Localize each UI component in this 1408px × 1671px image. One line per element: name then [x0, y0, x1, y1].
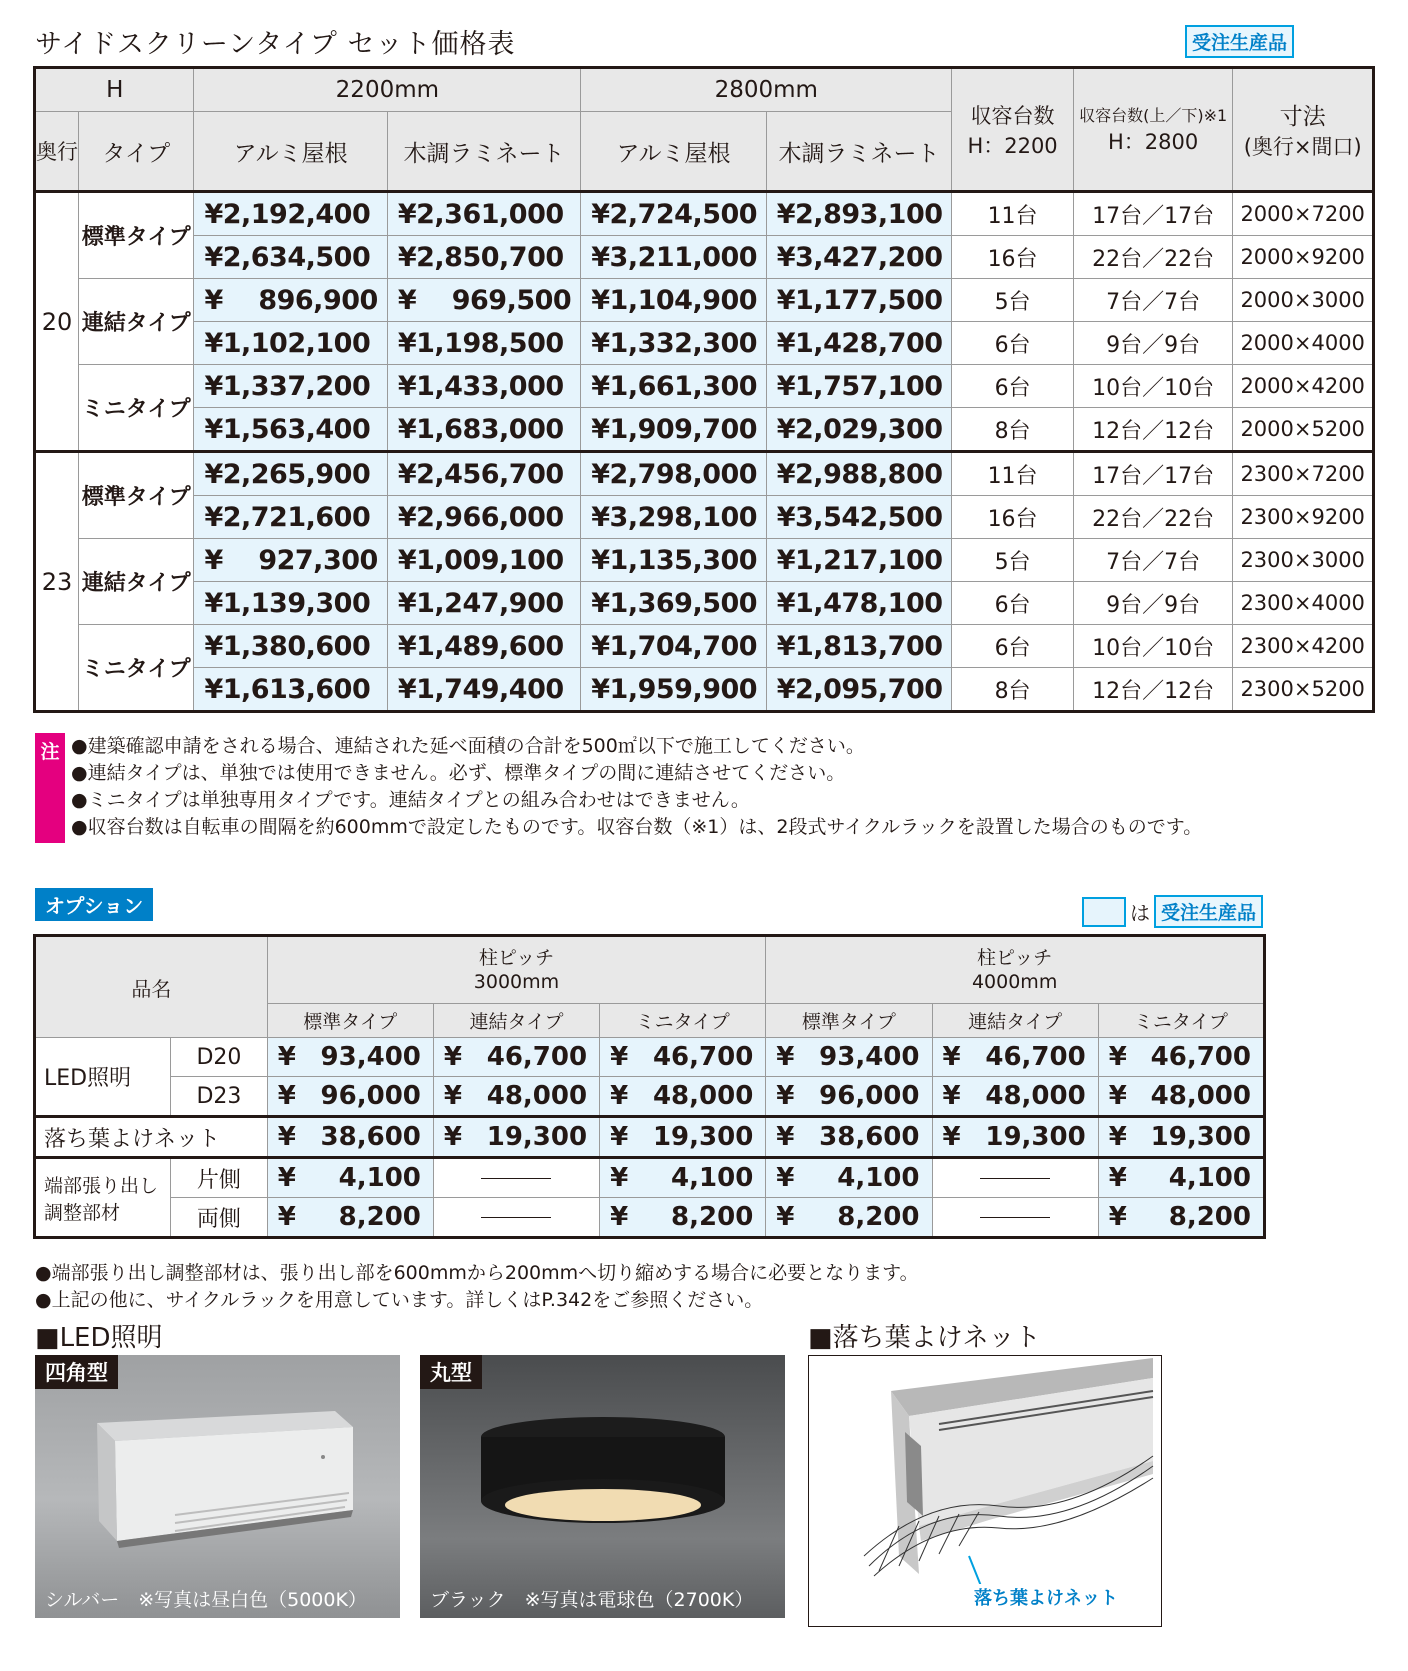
option-price-value: 93,400 [819, 1042, 920, 1072]
price-row [35, 408, 1374, 452]
option-price-value: 48,000 [486, 1081, 588, 1111]
option-price-cell [1098, 1158, 1264, 1198]
option-price-value: 19,300 [652, 1122, 754, 1152]
option-price-cell [932, 1158, 1098, 1198]
not-available-dash [481, 1217, 551, 1218]
capacity-2800-cell: 7台／7台 [1073, 539, 1232, 582]
option-price-value: 4,100 [1168, 1163, 1251, 1193]
capacity-2800-cell: 17台／17台 [1073, 452, 1232, 496]
options-note-line: ●上記の他に、サイクルラックを用意しています。詳しくはP.342をご参照ください。 [35, 1289, 764, 1311]
alu-roof-2200-header: アルミ屋根 [194, 112, 387, 192]
capacity-2200-cell: 5台 [952, 279, 1074, 322]
price-cell: ¥2,798,000 [581, 452, 766, 496]
yen-sign: ¥ [942, 1042, 961, 1072]
type-cell: 標準タイプ [79, 192, 194, 279]
dimension-cell: 2300×7200 [1233, 452, 1374, 496]
dimension-cell: 2300×9200 [1233, 496, 1374, 539]
price-cell: ¥2,850,700 [387, 236, 580, 279]
capacity-2800-header-line2: H：2800 [1108, 130, 1199, 154]
yen-sign: ¥ [443, 1042, 462, 1072]
option-type-header: ミニタイプ [600, 1004, 766, 1038]
option-price-cell [600, 1038, 766, 1077]
capacity-2800-header-line1: 収容台数(上／下)※1 [1079, 106, 1228, 125]
options-label: オプション [35, 888, 153, 921]
option-price-cell [1098, 1077, 1264, 1117]
options-notes [35, 1260, 919, 1314]
price-cell: ¥1,704,700 [581, 625, 766, 668]
dimension-cell: 2000×9200 [1233, 236, 1374, 279]
capacity-2200-header: 収容台数 H：2200 [952, 68, 1074, 192]
option-price-value: 38,600 [819, 1122, 920, 1152]
yen-sign: ¥ [610, 1081, 629, 1111]
dimension-cell: 2300×4000 [1233, 582, 1374, 625]
yen-sign: ¥ [776, 1163, 795, 1193]
option-price-cell [433, 1038, 599, 1077]
price-cell: ¥2,966,000 [387, 496, 580, 539]
price-cell: ¥2,893,100 [766, 192, 951, 236]
option-price-value: 46,700 [652, 1042, 754, 1072]
option-price-value: 19,300 [1150, 1122, 1251, 1152]
option-price-value: 48,000 [985, 1081, 1086, 1111]
price-row [35, 192, 1374, 236]
yen-sign: ¥ [610, 1202, 629, 1232]
price-row [35, 452, 1374, 496]
net-section-heading: ■落ち葉よけネット [808, 1323, 1041, 1353]
option-price-value: 8,200 [671, 1202, 754, 1232]
price-cell: ¥1,009,100 [387, 539, 580, 582]
round-type-tag: 丸型 [420, 1355, 482, 1389]
option-row [35, 1038, 1265, 1077]
note-line: ●収容台数は自転車の間隔を約600mmで設定したものです。収容台数（※1）は、2段式サイクルラックを設置した場合のものです。 [71, 816, 1203, 838]
capacity-2800-cell: 22台／22台 [1073, 496, 1232, 539]
option-price-value: 19,300 [985, 1122, 1086, 1152]
price-cell: ¥3,427,200 [766, 236, 951, 279]
price-cell: ¥1,683,000 [387, 408, 580, 452]
capacity-2800-cell: 12台／12台 [1073, 408, 1232, 452]
type-cell: 標準タイプ [79, 452, 194, 539]
capacity-2800-cell: 12台／12台 [1073, 668, 1232, 712]
square-type-tag: 四角型 [35, 1355, 118, 1389]
price-cell: ¥1,489,600 [387, 625, 580, 668]
option-price-cell [1098, 1038, 1264, 1077]
option-price-value: 96,000 [819, 1081, 920, 1111]
option-price-cell [932, 1198, 1098, 1238]
price-row [35, 582, 1374, 625]
price-cell: ¥2,634,500 [194, 236, 387, 279]
price-cell: ¥3,211,000 [581, 236, 766, 279]
type-cell: 連結タイプ [79, 279, 194, 365]
price-cell: ¥1,613,600 [194, 668, 387, 712]
price-row [35, 539, 1374, 582]
option-item-sub: 片側 [171, 1158, 268, 1198]
price-cell: ¥ 896,900 [194, 279, 387, 322]
price-cell: ¥2,456,700 [387, 452, 580, 496]
dimension-cell: 2300×3000 [1233, 539, 1374, 582]
option-price-cell [766, 1117, 932, 1158]
dimension-cell: 2000×7200 [1233, 192, 1374, 236]
option-price-cell [267, 1077, 433, 1117]
option-price-cell [600, 1198, 766, 1238]
capacity-2200-cell: 6台 [952, 582, 1074, 625]
price-cell: ¥2,192,400 [194, 192, 387, 236]
note-line: ●ミニタイプは単独専用タイプです。連結タイプとの組み合わせはできません。 [71, 789, 750, 811]
price-cell: ¥1,102,100 [194, 322, 387, 365]
option-price-value: 46,700 [1150, 1042, 1251, 1072]
price-cell: ¥1,139,300 [194, 582, 387, 625]
price-row [35, 365, 1374, 408]
option-price-cell [433, 1198, 599, 1238]
option-item-name: LED照明 [35, 1038, 171, 1117]
price-cell: ¥1,177,500 [766, 279, 951, 322]
option-price-value: 4,100 [671, 1163, 754, 1193]
price-cell: ¥1,661,300 [581, 365, 766, 408]
h2800-header: 2800mm [581, 68, 952, 112]
option-price-cell [932, 1077, 1098, 1117]
capacity-2800-header [1073, 68, 1232, 192]
option-price-value: 46,700 [985, 1042, 1086, 1072]
legend-swatch [1082, 897, 1126, 927]
price-cell: ¥1,135,300 [581, 539, 766, 582]
option-price-cell [1098, 1198, 1264, 1238]
price-cell: ¥2,095,700 [766, 668, 951, 712]
option-row [35, 1117, 1265, 1158]
price-cell: ¥3,298,100 [581, 496, 766, 539]
options-table [33, 934, 1266, 1239]
capacity-2200-cell: 11台 [952, 452, 1074, 496]
yen-sign: ¥ [277, 1202, 296, 1232]
options-legend [1082, 895, 1263, 928]
option-price-value: 46,700 [486, 1042, 588, 1072]
price-cell: ¥1,428,700 [766, 322, 951, 365]
option-price-value: 8,200 [1168, 1202, 1251, 1232]
yen-sign: ¥ [277, 1163, 296, 1193]
price-cell: ¥2,265,900 [194, 452, 387, 496]
not-available-dash [980, 1178, 1050, 1179]
yen-sign: ¥ [1108, 1042, 1127, 1072]
option-item-name: 端部張り出し 調整部材 [35, 1158, 171, 1238]
price-row [35, 236, 1374, 279]
led-round-photo [420, 1355, 785, 1618]
option-price-cell [766, 1038, 932, 1077]
option-price-cell [1098, 1117, 1264, 1158]
capacity-2200-cell: 8台 [952, 408, 1074, 452]
option-row [35, 1158, 1265, 1198]
option-price-value: 4,100 [338, 1163, 421, 1193]
price-cell: ¥1,959,900 [581, 668, 766, 712]
option-price-value: 93,400 [320, 1042, 421, 1072]
net-photo [808, 1355, 1162, 1627]
option-price-value: 4,100 [837, 1163, 920, 1193]
option-price-cell [766, 1158, 932, 1198]
depth-cell: 23 [35, 452, 79, 712]
price-cell: ¥ 927,300 [194, 539, 387, 582]
alu-roof-2800-header: アルミ屋根 [581, 112, 766, 192]
price-cell: ¥1,433,000 [387, 365, 580, 408]
pitch-4000-header: 柱ピッチ 4000mm [766, 936, 1265, 1004]
option-price-value: 8,200 [837, 1202, 920, 1232]
option-row [35, 1077, 1265, 1117]
type-cell: 連結タイプ [79, 539, 194, 625]
capacity-2200-cell: 6台 [952, 322, 1074, 365]
net-callout: 落ち葉よけネット [974, 1584, 1118, 1610]
yen-sign: ¥ [1108, 1202, 1127, 1232]
price-cell: ¥1,563,400 [194, 408, 387, 452]
yen-sign: ¥ [776, 1081, 795, 1111]
yen-sign: ¥ [443, 1122, 462, 1152]
capacity-2200-cell: 11台 [952, 192, 1074, 236]
dimension-cell: 2000×3000 [1233, 279, 1374, 322]
option-price-cell [267, 1158, 433, 1198]
price-row [35, 496, 1374, 539]
option-item-sub: D23 [171, 1077, 268, 1117]
option-type-header: 標準タイプ [267, 1004, 433, 1038]
option-price-value: 48,000 [1150, 1081, 1251, 1111]
capacity-2200-cell: 5台 [952, 539, 1074, 582]
yen-sign: ¥ [776, 1122, 795, 1152]
price-cell: ¥2,721,600 [194, 496, 387, 539]
type-header: タイプ [79, 112, 194, 192]
pitch-3000-header: 柱ピッチ 3000mm [267, 936, 766, 1004]
option-price-cell [433, 1158, 599, 1198]
option-price-cell [932, 1117, 1098, 1158]
yen-sign: ¥ [1108, 1122, 1127, 1152]
capacity-2800-cell: 7台／7台 [1073, 279, 1232, 322]
not-available-dash [481, 1178, 551, 1179]
made-to-order-badge: 受注生産品 [1185, 25, 1294, 58]
capacity-2800-cell: 22台／22台 [1073, 236, 1232, 279]
price-cell: ¥2,988,800 [766, 452, 951, 496]
capacity-2800-cell: 17台／17台 [1073, 192, 1232, 236]
type-cell: ミニタイプ [79, 365, 194, 452]
price-cell: ¥1,332,300 [581, 322, 766, 365]
option-price-value: 38,600 [320, 1122, 421, 1152]
option-price-cell [766, 1198, 932, 1238]
price-row [35, 322, 1374, 365]
note-line: ●建築確認申請をされる場合、連結された延べ面積の合計を500㎡以下で施工してください。 [71, 735, 865, 757]
yen-sign: ¥ [776, 1202, 795, 1232]
capacity-2200-cell: 16台 [952, 236, 1074, 279]
dimension-header [1233, 68, 1374, 192]
depth-cell: 20 [35, 192, 79, 452]
price-cell: ¥1,749,400 [387, 668, 580, 712]
legend-badge: 受注生産品 [1154, 895, 1263, 928]
option-price-value: 8,200 [338, 1202, 421, 1232]
capacity-2800-cell: 10台／10台 [1073, 625, 1232, 668]
capacity-2200-cell: 6台 [952, 365, 1074, 408]
square-caption: シルバー ※写真は昼白色（5000K） [45, 1589, 367, 1611]
led-square-photo [35, 1355, 400, 1618]
option-item-sub: D20 [171, 1038, 268, 1077]
round-light-image [420, 1355, 785, 1618]
price-cell: ¥2,724,500 [581, 192, 766, 236]
option-price-cell [932, 1038, 1098, 1077]
legend-ha: は [1130, 901, 1150, 925]
note-flag: 注 [35, 733, 65, 843]
price-row [35, 668, 1374, 712]
option-price-cell [267, 1117, 433, 1158]
capacity-2200-cell: 6台 [952, 625, 1074, 668]
price-table [33, 66, 1375, 713]
price-cell: ¥1,217,100 [766, 539, 951, 582]
options-note-line: ●端部張り出し調整部材は、張り出し部を600mmから200mmへ切り縮めする場合に必要となります。 [35, 1262, 919, 1284]
price-cell: ¥2,029,300 [766, 408, 951, 452]
capacity-2800-cell: 9台／9台 [1073, 582, 1232, 625]
wood-2200-header: 木調ラミネート [387, 112, 580, 192]
item-name-header: 品名 [35, 936, 268, 1038]
price-cell: ¥1,909,700 [581, 408, 766, 452]
page-title: サイドスクリーンタイプ セット価格表 [35, 29, 516, 60]
price-cell: ¥1,247,900 [387, 582, 580, 625]
yen-sign: ¥ [942, 1081, 961, 1111]
option-type-header: 標準タイプ [766, 1004, 932, 1038]
round-caption: ブラック ※写真は電球色（2700K） [430, 1589, 754, 1611]
dimension-cell: 2000×5200 [1233, 408, 1374, 452]
dimension-header-line1: 寸法 [1279, 104, 1326, 130]
price-cell: ¥1,369,500 [581, 582, 766, 625]
yen-sign: ¥ [443, 1081, 462, 1111]
option-price-value: 19,300 [486, 1122, 588, 1152]
option-price-cell [766, 1077, 932, 1117]
dimension-cell: 2300×4200 [1233, 625, 1374, 668]
option-type-header: 連結タイプ [433, 1004, 599, 1038]
price-cell: ¥1,813,700 [766, 625, 951, 668]
yen-sign: ¥ [942, 1122, 961, 1152]
price-cell: ¥1,198,500 [387, 322, 580, 365]
yen-sign: ¥ [277, 1081, 296, 1111]
yen-sign: ¥ [776, 1042, 795, 1072]
yen-sign: ¥ [1108, 1163, 1127, 1193]
note-line: ●連結タイプは、単独では使用できません。必ず、標準タイプの間に連結させてください。 [71, 762, 846, 784]
capacity-2200-cell: 16台 [952, 496, 1074, 539]
option-type-header: 連結タイプ [932, 1004, 1098, 1038]
option-price-cell [600, 1077, 766, 1117]
price-cell: ¥1,380,600 [194, 625, 387, 668]
wood-2800-header: 木調ラミネート [766, 112, 951, 192]
price-cell: ¥1,478,100 [766, 582, 951, 625]
square-light-image [35, 1355, 400, 1618]
option-item-name: 落ち葉よけネット [35, 1117, 268, 1158]
option-item-sub: 両側 [171, 1198, 268, 1238]
capacity-2800-cell: 9台／9台 [1073, 322, 1232, 365]
yen-sign: ¥ [610, 1042, 629, 1072]
option-price-cell [600, 1117, 766, 1158]
option-price-cell [433, 1117, 599, 1158]
price-cell: ¥3,542,500 [766, 496, 951, 539]
capacity-2800-cell: 10台／10台 [1073, 365, 1232, 408]
option-price-value: 96,000 [320, 1081, 421, 1111]
dimension-cell: 2300×5200 [1233, 668, 1374, 712]
price-row [35, 625, 1374, 668]
option-price-cell [267, 1198, 433, 1238]
option-type-header: ミニタイプ [1098, 1004, 1264, 1038]
price-cell: ¥1,337,200 [194, 365, 387, 408]
option-price-cell [267, 1038, 433, 1077]
price-cell: ¥ 969,500 [387, 279, 580, 322]
yen-sign: ¥ [277, 1122, 296, 1152]
yen-sign: ¥ [610, 1163, 629, 1193]
yen-sign: ¥ [1108, 1081, 1127, 1111]
price-cell: ¥1,104,900 [581, 279, 766, 322]
not-available-dash [980, 1217, 1050, 1218]
h2200-header: 2200mm [194, 68, 581, 112]
capacity-2200-cell: 8台 [952, 668, 1074, 712]
notes-block [35, 733, 1375, 841]
dimension-cell: 2000×4000 [1233, 322, 1374, 365]
option-price-cell [600, 1158, 766, 1198]
price-cell: ¥2,361,000 [387, 192, 580, 236]
option-price-cell [433, 1077, 599, 1117]
led-section-heading: ■LED照明 [35, 1323, 163, 1353]
dimension-header-line2: (奥行×間口) [1243, 135, 1362, 159]
depth-header: 奥行 [35, 112, 79, 192]
yen-sign: ¥ [610, 1122, 629, 1152]
price-row [35, 279, 1374, 322]
h-header: H [35, 68, 194, 112]
price-cell: ¥1,757,100 [766, 365, 951, 408]
option-price-value: 48,000 [652, 1081, 754, 1111]
type-cell: ミニタイプ [79, 625, 194, 712]
option-row [35, 1198, 1265, 1238]
yen-sign: ¥ [277, 1042, 296, 1072]
dimension-cell: 2000×4200 [1233, 365, 1374, 408]
